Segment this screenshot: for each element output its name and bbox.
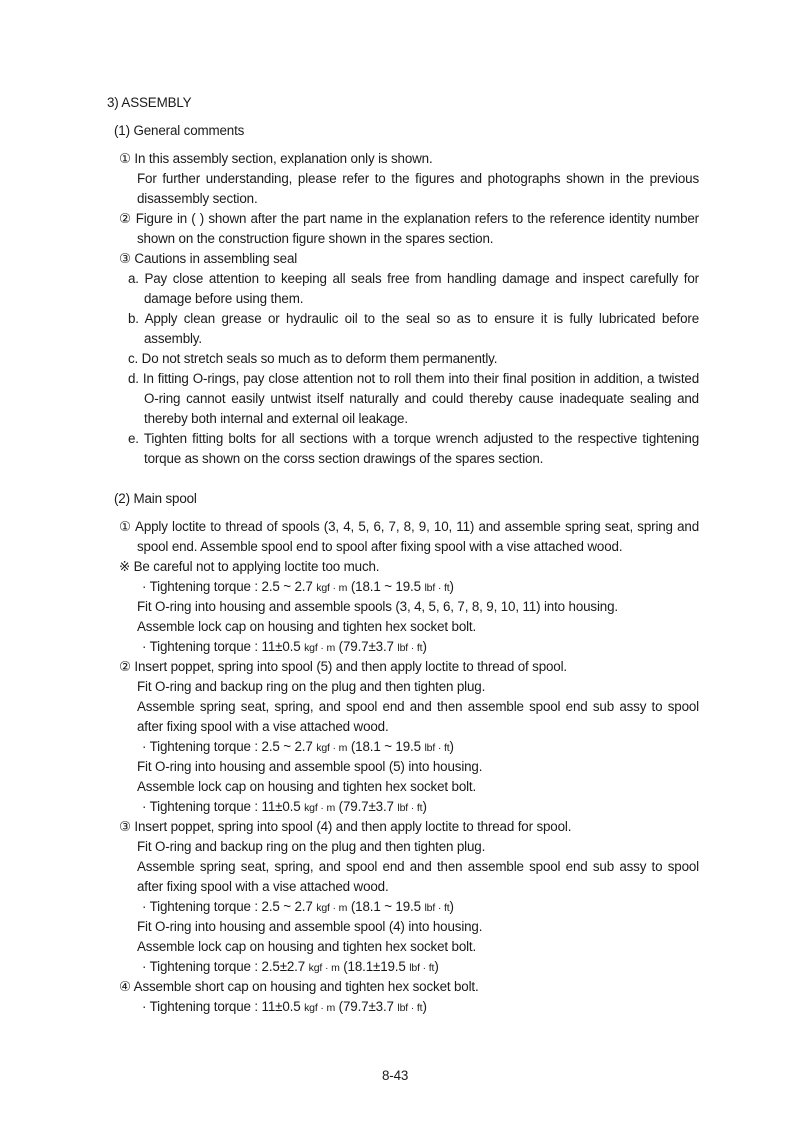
general-item-2-line-1: ② Figure in ( ) shown after the part name in the explanation refers to the reference identity number	[119, 211, 699, 226]
spool-step-4-line-1: ④ Assemble short cap on housing and tighten hex socket bolt.	[119, 979, 479, 994]
spool-step-1-torque-2: · Tightening torque : 11±0.5 kgf · m (79.7±3.7 lbf · ft)	[142, 639, 427, 654]
caution-e-line-2: torque as shown on the corss section drawings of the spares section.	[144, 451, 544, 466]
spool-step-2-line-4: after fixing spool with a vise attached wood.	[137, 719, 389, 734]
general-item-3-line-1: ③ Cautions in assembling seal	[119, 251, 298, 266]
spool-step-4-torque-1: · Tightening torque : 11±0.5 kgf · m (79.7±3.7 lbf · ft)	[142, 999, 427, 1014]
spool-step-3-torque-2: · Tightening torque : 2.5±2.7 kgf · m (18.1±19.5 lbf · ft)	[142, 959, 439, 974]
spool-note: ※ Be careful not to applying loctite too much.	[119, 559, 380, 574]
caution-d-line-2: O-ring cannot easily untwist itself naturally and could thereby cause inadequate sealing and	[144, 391, 699, 406]
general-comments-heading: (1) General comments	[114, 123, 245, 138]
spool-step-1-line-4: Assemble lock cap on housing and tighten hex socket bolt.	[137, 619, 477, 634]
spool-step-3-line-1: ③ Insert poppet, spring into spool (4) and then apply loctite to thread for spool.	[119, 819, 572, 834]
spool-step-3-line-5: Fit O-ring into housing and assemble spool (4) into housing.	[137, 919, 483, 934]
spool-step-1-line-1: ① Apply loctite to thread of spools (3, 4, 5, 6, 7, 8, 9, 10, 11) and assemble spring seat, spring and	[119, 519, 699, 534]
spool-step-3-line-4: after fixing spool with a vise attached wood.	[137, 879, 389, 894]
spool-step-3-line-2: Fit O-ring and backup ring on the plug and then tighten plug.	[137, 839, 486, 854]
spool-step-2-line-6: Assemble lock cap on housing and tighten hex socket bolt.	[137, 779, 477, 794]
general-item-1-line-2: For further understanding, please refer to the figures and photographs shown in the previous	[137, 171, 699, 186]
caution-a-line-2: damage before using them.	[144, 291, 304, 306]
caution-c-line-1: c. Do not stretch seals so much as to deform them permanently.	[128, 351, 498, 366]
spool-step-3-line-3: Assemble spring seat, spring, and spool end and then assemble spool end sub assy to spool	[137, 859, 699, 874]
spool-step-2-torque-1: · Tightening torque : 2.5 ~ 2.7 kgf · m (18.1 ~ 19.5 lbf · ft)	[142, 739, 454, 754]
spool-step-3-torque-1: · Tightening torque : 2.5 ~ 2.7 kgf · m (18.1 ~ 19.5 lbf · ft)	[142, 899, 454, 914]
spool-step-2-torque-2: · Tightening torque : 11±0.5 kgf · m (79.7±3.7 lbf · ft)	[142, 799, 427, 814]
spool-step-1-line-2: spool end. Assemble spool end to spool after fixing spool with a vise attached wood.	[137, 539, 623, 554]
general-item-2-line-2: shown on the construction figure shown in the spares section.	[137, 231, 494, 246]
main-spool-heading: (2) Main spool	[114, 491, 197, 506]
spool-step-1-torque-1: · Tightening torque : 2.5 ~ 2.7 kgf · m (18.1 ~ 19.5 lbf · ft)	[142, 579, 454, 594]
spool-step-2-line-3: Assemble spring seat, spring, and spool end and then assemble spool end sub assy to spool	[137, 699, 699, 714]
caution-d-line-1: d. In fitting O-rings, pay close attention not to roll them into their final position in addition, a twisted	[128, 371, 699, 386]
caution-d-line-3: thereby both internal and external oil leakage.	[144, 411, 408, 426]
spool-step-2-line-1: ② Insert poppet, spring into spool (5) and then apply loctite to thread of spool.	[119, 659, 567, 674]
spool-step-3-line-6: Assemble lock cap on housing and tighten hex socket bolt.	[137, 939, 477, 954]
caution-a-line-1: a. Pay close attention to keeping all seals free from handling damage and inspect carefully for	[128, 271, 699, 286]
spool-step-2-line-2: Fit O-ring and backup ring on the plug and then tighten plug.	[137, 679, 486, 694]
caution-b-line-1: b. Apply clean grease or hydraulic oil to the seal so as to ensure it is fully lubricated before	[128, 311, 699, 326]
caution-e-line-1: e. Tighten fitting bolts for all sections with a torque wrench adjusted to the respective tightening	[128, 431, 699, 446]
page-number: 8-43	[382, 1068, 409, 1083]
section-title: 3) ASSEMBLY	[107, 95, 192, 110]
caution-b-line-2: assembly.	[144, 331, 202, 346]
spool-step-2-line-5: Fit O-ring into housing and assemble spool (5) into housing.	[137, 759, 483, 774]
spool-step-1-line-3: Fit O-ring into housing and assemble spools (3, 4, 5, 6, 7, 8, 9, 10, 11) into housing.	[137, 599, 618, 614]
general-item-1-line-3: disassembly section.	[137, 191, 258, 206]
general-item-1-line-1: ① In this assembly section, explanation only is shown.	[119, 151, 433, 166]
